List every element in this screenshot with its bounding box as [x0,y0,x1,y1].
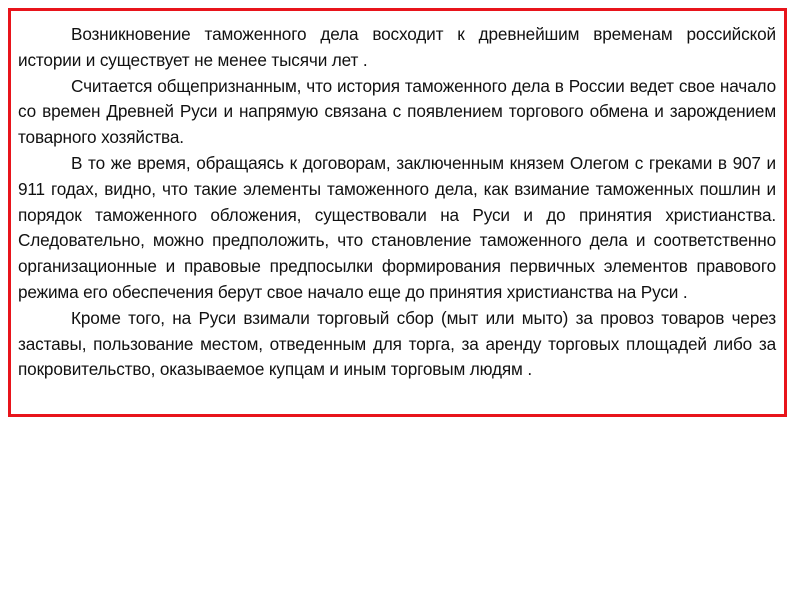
paragraph-oleg-treaties: В то же время, обращаясь к договорам, заключенным князем Олегом с греками в 907 и 911 годах, видно, что такие элементы таможенного дела, как взимание таможенных пошлин и порядок таможенного обложения, существовали на Руси и до принятия христианства. Следовательно, можно предположить, что становление таможенного дела и соответственно организационные и правовые предпосылки формирования первичных элементов правового режима его обеспечения берут свое начало еще до принятия христианства на Руси . [18,152,776,302]
paragraph-trade-levy: Кроме того, на Руси взимали торговый сбор (мыт или мыто) за провоз товаров через заставы, пользование местом, отведенным для торга, за аренду торговых площадей либо за покровительство, оказываемое купцам и иным торговым людям . [18,307,776,380]
paragraph-ancient-rus: Считается общепризнанным, что история таможенного дела в России ведет свое начало со времен Древней Руси и напрямую связана с появлением торгового обмена и зарождением товарного хозяйства. [18,75,776,148]
paragraph-customs-origin: Возникновение таможенного дела восходит к древнейшим временам российской истории и существует не менее тысячи лет . [18,24,776,70]
text-frame [8,8,787,417]
